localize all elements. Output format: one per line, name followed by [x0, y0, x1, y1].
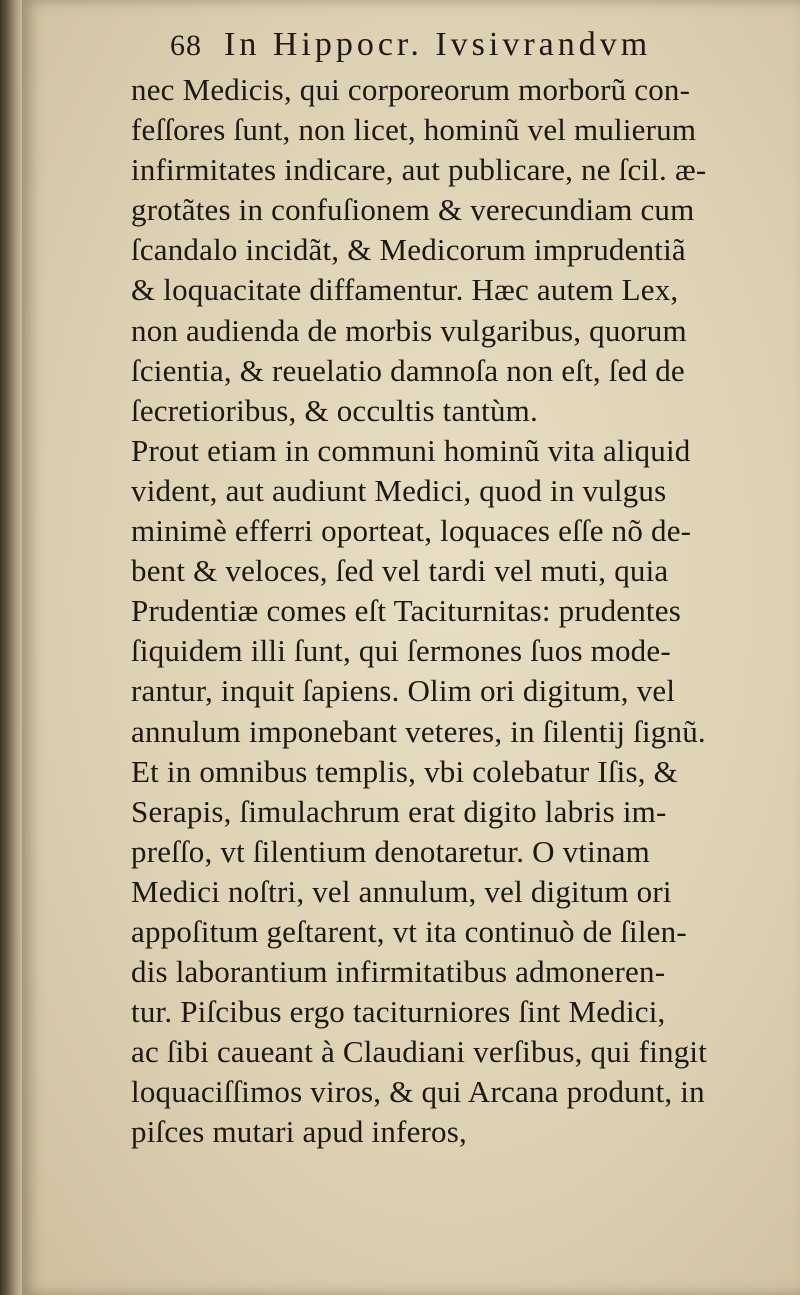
text-line: minimè efferri oporteat, loquaces eſſe nõ de- — [131, 513, 692, 549]
book-page — [22, 0, 800, 1295]
text-line: ſecretioribus, & occultis tantùm. — [131, 392, 538, 428]
text-body — [131, 70, 791, 1153]
text-line: non audienda de morbis vulgaribus, quorum — [131, 312, 687, 348]
text-line: piſces mutari apud inferos, — [131, 1114, 467, 1150]
text-line: Medici noſtri, vel annulum, vel digitum ori — [131, 873, 672, 909]
text-line: ſcientia, & reuelatio damnoſa non eſt, ſed de — [131, 352, 685, 388]
text-line: preſſo, vt ſilentium denotaretur. O vtinam — [131, 833, 650, 869]
text-line: dis laborantium infirmitatibus admoneren- — [131, 954, 666, 990]
text-line: & loquacitate diffamentur. Hæc autem Lex, — [131, 272, 679, 308]
text-line: grotãtes in confuſionem & verecundiam cum — [131, 192, 695, 228]
running-title: In Hippocr. Ivsivrandvm — [224, 26, 652, 63]
text-line: appoſitum geſtarent, vt ita continuò de ſilen- — [131, 913, 687, 949]
text-line: infirmitates indicare, aut publicare, ne ſcil. æ- — [131, 152, 707, 188]
running-head — [170, 26, 730, 70]
text-line: Et in omnibus templis, vbi colebatur Iſis, & — [131, 753, 678, 789]
text-line: Prout etiam in communi hominũ vita aliquid — [131, 432, 691, 468]
text-line: loquaciſſimos viros, & qui Arcana produnt, in — [131, 1074, 705, 1110]
text-line: Serapis, ſimulachrum erat digito labris im- — [131, 793, 667, 829]
text-line: vident, aut audiunt Medici, quod in vulgus — [131, 472, 667, 508]
page-number: 68 — [170, 29, 202, 62]
text-line: rantur, inquit ſapiens. Olim ori digitum, vel — [131, 673, 676, 709]
book-spine-gutter — [0, 0, 22, 1295]
text-line: tur. Piſcibus ergo taciturniores ſint Medici, — [131, 994, 666, 1030]
text-line: annulum imponebant veteres, in ſilentij ſignũ. — [131, 713, 706, 749]
text-line: ſcandalo incidãt, & Medicorum imprudentiã — [131, 232, 686, 268]
text-line: nec Medicis, qui corporeorum morborũ con- — [131, 72, 691, 107]
text-line: ſiquidem illi ſunt, qui ſermones ſuos mode- — [131, 633, 671, 669]
text-line: bent & veloces, ſed vel tardi vel muti, quia — [131, 553, 669, 589]
text-line: Prudentiæ comes eſt Taciturnitas: prudentes — [131, 593, 681, 629]
text-line: ac ſibi caueant à Claudiani verſibus, qui fingit — [131, 1034, 708, 1070]
text-line: feſſores ſunt, non licet, hominũ vel mulierum — [131, 112, 697, 148]
